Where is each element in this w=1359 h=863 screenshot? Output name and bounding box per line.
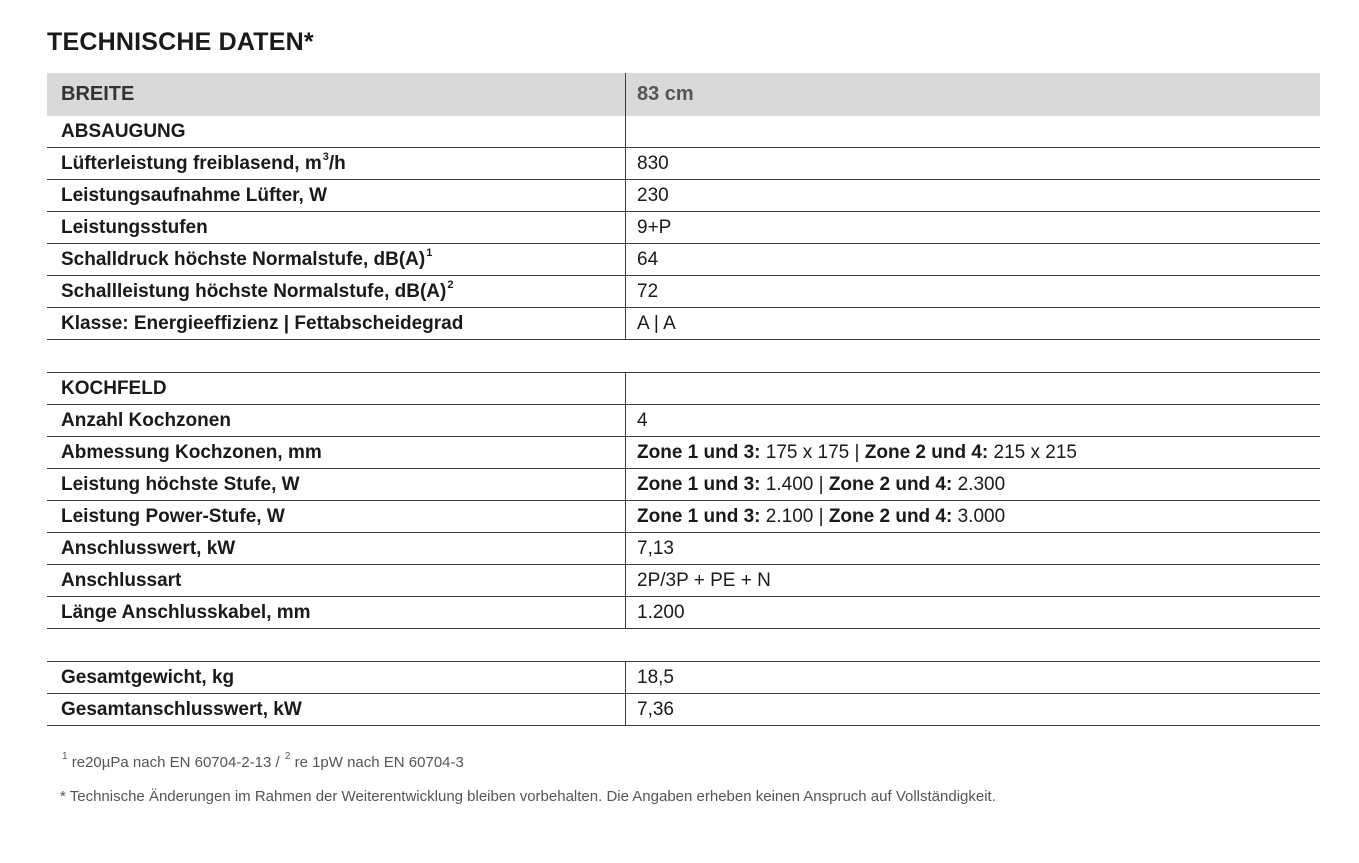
row-value: 64 — [637, 249, 659, 270]
table-header-row — [47, 73, 1320, 116]
row-label: Leistung höchste Stufe, W — [47, 469, 626, 500]
table-row — [47, 148, 1320, 180]
row-label: Gesamtgewicht, kg — [47, 662, 626, 693]
table-row — [47, 405, 1320, 437]
table-row — [47, 276, 1320, 308]
table-row — [47, 565, 1320, 597]
table-row — [47, 533, 1320, 565]
table-row — [47, 180, 1320, 212]
row-label: Leistung Power-Stufe, W — [47, 501, 626, 532]
row-value: 2P/3P + PE + N — [637, 570, 771, 591]
superscript: 2 — [447, 279, 454, 291]
section-spacer — [47, 340, 1320, 373]
spacer-cell — [47, 340, 626, 372]
footnote-references: $^1$ re20µPa nach EN 60704-2-13 / $^2$ re 1pW nach EN 60704-3 — [62, 751, 464, 771]
row-label: Länge Anschlusskabel, mm — [47, 597, 626, 628]
table-row — [47, 597, 1320, 629]
section-value-empty — [626, 116, 1320, 147]
section-spacer — [47, 629, 1320, 662]
row-value: 4 — [637, 410, 648, 431]
row-value: Zone 1 und 3: 2.100 | Zone 2 und 4: 3.000 — [637, 506, 1006, 527]
row-value: 7,36 — [637, 699, 674, 720]
footnote-disclaimer: * Technische Änderungen im Rahmen der Weiterentwicklung bleiben vorbehalten. Die Angaben erheben keinen Anspruch auf Vollständigkeit. — [60, 788, 996, 805]
table-row — [47, 694, 1320, 726]
row-value: 1.200 — [637, 602, 685, 623]
section-label: KOCHFELD — [47, 373, 626, 404]
row-label: Anschlusswert, kW — [47, 533, 626, 564]
spacer-cell — [47, 629, 626, 661]
row-label: Klasse: Energieeffizienz | Fettabscheidegrad — [47, 308, 626, 339]
row-value: 72 — [637, 281, 659, 302]
header-value: 83 cm — [637, 83, 694, 105]
table-row — [47, 437, 1320, 469]
header-label: BREITE — [47, 73, 626, 116]
row-label: Anschlussart — [47, 565, 626, 596]
row-value: 7,13 — [637, 538, 674, 559]
section-label: ABSAUGUNG — [47, 116, 626, 147]
row-label: Leistungsstufen — [47, 212, 626, 243]
row-label: Leistungsaufnahme Lüfter, W — [47, 180, 626, 211]
row-value: Zone 1 und 3: 175 x 175 | Zone 2 und 4: 215 x 215 — [637, 442, 1077, 463]
table-row — [47, 212, 1320, 244]
row-label: Anzahl Kochzonen — [47, 405, 626, 436]
row-value: A | A — [637, 313, 676, 334]
table-row — [47, 469, 1320, 501]
row-value: 18,5 — [637, 667, 674, 688]
spec-table — [47, 73, 1320, 726]
row-label: Lüfterleistung freiblasend, $m^3/h$ — [47, 148, 626, 179]
row-value: 9+P — [637, 217, 672, 238]
row-label: Schallleistung höchste Normalstufe, $dB(A)^2$ — [47, 276, 626, 307]
row-value: Zone 1 und 3: 1.400 | Zone 2 und 4: 2.300 — [637, 474, 1006, 495]
table-row — [47, 244, 1320, 276]
section-row-absaugung — [47, 116, 1320, 148]
row-value: 830 — [637, 153, 669, 174]
row-label: Schalldruck höchste Normalstufe, $dB(A)^1$ — [47, 244, 626, 275]
section-row-kochfeld — [47, 373, 1320, 405]
table-row — [47, 501, 1320, 533]
superscript: 1 — [426, 247, 433, 259]
superscript: 3 — [322, 151, 329, 163]
row-label: Gesamtanschlusswert, kW — [47, 694, 626, 725]
table-row — [47, 308, 1320, 340]
row-value: 230 — [637, 185, 669, 206]
page-title: TECHNISCHE DATEN* — [47, 28, 314, 56]
row-label: Abmessung Kochzonen, mm — [47, 437, 626, 468]
table-row — [47, 662, 1320, 694]
section-value-empty — [626, 373, 1320, 404]
